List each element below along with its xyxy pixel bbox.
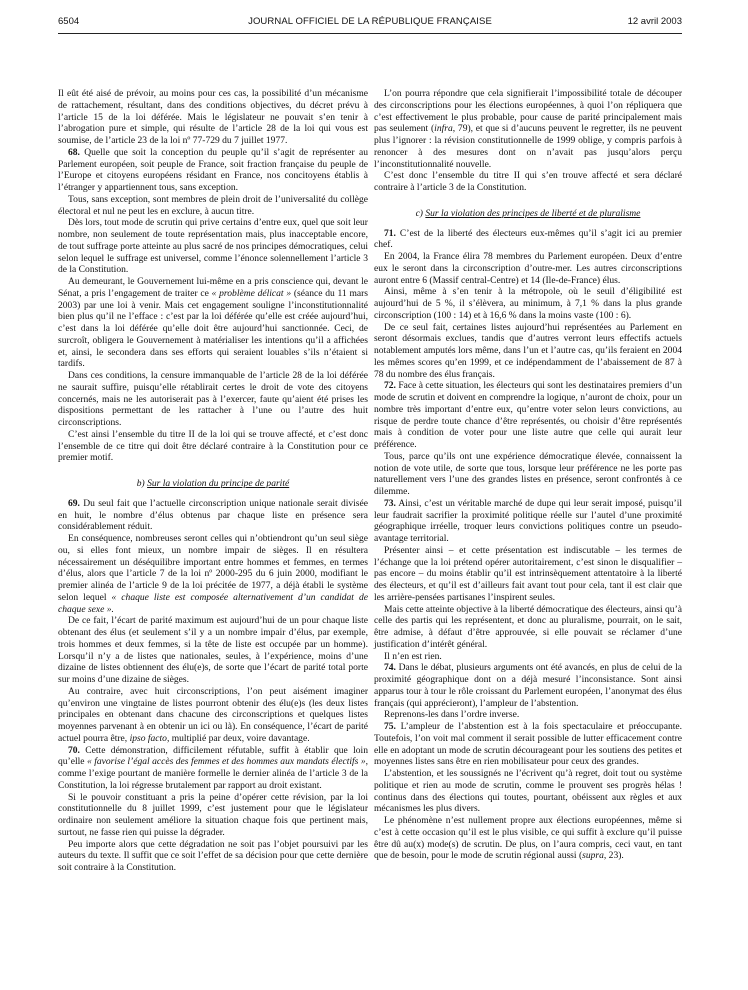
paragraph — [374, 662, 682, 709]
paragraph: De ce fait, l’écart de parité maximum est aujourd’hui de un pour chaque liste obtenant des élus (et seulement s’il y a un nombre impair d’élus, par exemple, trois hommes et deux femmes, si la tête de liste est occupée par un homme). Lorsqu’il n’y a de listes que nationales, seules, à l’expérience, moins d’une dizaine de listes obtiennent des élu(e)s, de sorte que l’écart de parité total porte sur moins d’une dizaine de sièges. — [58, 615, 368, 685]
paragraph-number: 70. — [68, 744, 80, 756]
paragraph — [58, 147, 368, 194]
cross-reference: infra — [434, 123, 453, 135]
paragraph — [374, 88, 682, 170]
paragraph-number: 74. — [384, 662, 396, 674]
paragraph: Mais cette atteinte objective à la liberté démocratique des électeurs, ainsi qu’à celle des partis qui les représentent, et donc au pluralisme, pourrait, on le sait, être admise, à défaut d’être approuvée, si elle pouvait se réclamer d’une justification d’intérêt général. — [374, 603, 682, 650]
paragraph: De ce seul fait, certaines listes aujourd’hui représentées au Parlement en seront désormais exclues, tandis que d’autres verront leurs effectifs actuels notablement amputés lors même, dans l’un et l’autre cas, qu’ils feraient en 2004 les mêmes scores qu’en 1999, et ce indépendamment de l’abaissement de 87 à 78 du nombre des élus français. — [374, 321, 682, 380]
paragraph — [58, 533, 368, 615]
paragraph-text: C’est de la liberté des électeurs eux-mêmes qu’il s’agit ici au premier chef. — [374, 227, 682, 251]
paragraph-text: Au demeurant, le Gouvernement lui-même en a pris conscience qui, devant le Sénat, a pris l’engagement de traiter ce — [58, 276, 368, 299]
paragraph — [58, 498, 368, 533]
paragraph-text: Dans le débat, plusieurs arguments ont été avancés, en plus de celui de la proximité géographique dont on a déjà mesuré l’inconsistance. Sont ainsi apparus tour à tour le rôle croissant du Parlement européen, l’anonymat des élus français (qui apprécieront), l’ampleur de l’abstention. — [374, 662, 682, 709]
paragraph — [374, 228, 682, 252]
paragraph: Si le pouvoir constituant a pris la peine d’opérer cette révision, par la loi constitutionnelle du 8 juillet 1999, c’est justement pour que le législateur ordinaire non seulement améliore la situation chaque fois que pertinent mais, surtout, ne fasse rien qui puisse la dégrader. — [58, 791, 368, 838]
paragraph: Tous, parce qu’ils ont une expérience démocratique élevée, connaissent la notion de vote utile, de sorte que tous, lorsque leur préférence ne les porte pas naturellement vers l’une des grandes listes en présence, seront confrontés à ce dilemme. — [374, 450, 682, 497]
paragraph-text: Quelle que soit la conception du peuple qu’il s’agit de représenter au Parlement européen, soit peuple de France, soit fraction française du peuple de l’Europe et citoyens européens résidant en France, nos concitoyens établis à l’étranger y appartiennent tous, sans exception. — [58, 146, 368, 193]
latin-term: ipso facto — [129, 732, 167, 744]
paragraph-number: 71. — [384, 227, 396, 239]
left-column — [58, 88, 368, 874]
section-title: Sur la violation des principes de liberté et de pluralisme — [425, 207, 641, 219]
paragraph-text: , comme l’exige pourtant de manière formelle le dernier alinéa de l’article 3 de la Constitution, la loi régresse brutalement par rapport au droit existant. — [58, 756, 368, 791]
paragraph-text: Au contraire, avec huit circonscriptions, l’on peut aisément imaginer qu’environ une vingtaine de listes pourront obtenir des élu(e)s (les deux listes principales en obtenant dans chacune des circonscriptions et quelques listes moyennes parvenant à en obtenir un ici ou là). En conséquence, l’écart de parité actuel pourra être, — [58, 685, 368, 744]
paragraph-text: (séance du 11 mars 2003) par une loi à venir. Mais cet engagement souligne l’inconstitutionnalité bien plus qu’il ne l’efface : c’est par la loi déférée qu’elle est créée aujourd’hui, c’est dans la loi déférée qu’elle doit être aujourd’hui sanctionnée. Ceci, de surcroît, obligera le Gouvernement à matérialiser les intentions qu’il a affichées et, ainsi, le secondera dans ses efforts qui seraient louables s’ils n’étaient si tardifs. — [58, 287, 369, 370]
paragraph — [374, 815, 682, 862]
paragraph: Reprenons-les dans l’ordre inverse. — [384, 709, 520, 721]
paragraph — [58, 686, 368, 745]
paragraph — [374, 380, 682, 451]
journal-title: JOURNAL OFFICIEL DE LA RÉPUBLIQUE FRANÇAISE — [248, 16, 492, 27]
right-column — [374, 88, 682, 862]
section-letter: c) — [415, 207, 426, 219]
page-number: 6504 — [58, 16, 80, 27]
header-rule — [58, 33, 682, 34]
paragraph — [58, 745, 368, 792]
section-title: Sur la violation du principe de parité — [147, 478, 290, 489]
paragraph-number: 69. — [68, 497, 80, 509]
issue-date: 12 avril 2003 — [627, 16, 682, 27]
paragraph — [374, 498, 682, 545]
section-heading-b — [58, 478, 368, 490]
page-header — [58, 16, 682, 32]
paragraph-text: , 23). — [603, 850, 624, 862]
paragraph: Ainsi, même à s’en tenir à la métropole, où le seuil d’éligibilité est aujourd’hui de 5 %, il s’élèvera, au minimum, à 7,1 % dans la plus grande circonscription (100 : 14) et à 16,6 % dans la moins vaste (100 : 6). — [374, 286, 682, 321]
paragraph-text: Le phénomène n’est nullement propre aux élections européennes, même si c’est à cette occasion qu’il est le plus visible, ce qui suffit à exclure qu’il puisse être dû au(x) mode(s) de scrutin. De plus, on l’aura compris, ceci vaut, en tant que de besoin, pour le mode de scrutin régional aussi ( — [374, 815, 682, 862]
paragraph: Dans ces conditions, la censure immanquable de l’article 28 de la loi déférée ne saurait suffire, puisqu’elle rétablirait certes le droit de vote des citoyens concernés, mais ne les autoriserait pas à l’exercer, faute qu’aient été prises les dispositions permettant de les rattacher à l’une ou l’autre des huit circonscriptions. — [58, 370, 368, 428]
paragraph-text: Cette démonstration, difficilement réfutable, suffit à établir que loin qu’elle — [58, 744, 368, 768]
paragraph-text: L’on pourra répondre que cela signifierait l’impossibilité totale de découper des circonscriptions pour les élections européennes, à quoi l’on répliquera que c’est effectivement le plus probable, pour cause de parité principalement mais pas seulement ( — [374, 88, 682, 135]
section-letter: b) — [136, 478, 148, 489]
paragraph-number: 68. — [68, 146, 80, 158]
paragraph: L’abstention, et les soussignés ne l’écrivent qu’à regret, doit tout ou système politique et rien au mode de scrutin, comme le prouvent ses progrès hélas ! continus dans des élections qui toutes, pourtant, obéissent aux règles et aux mécanismes les plus divers. — [374, 768, 682, 815]
paragraph-number: 72. — [384, 380, 396, 392]
paragraph: Il n’en est rien. — [384, 650, 442, 662]
paragraph: Il eût été aisé de prévoir, au moins pour ces cas, la possibilité d’un mécanisme de rattachement, résultant, dans des conditions objectives, du décret prévu à l’article 15 de la loi déférée. Mais le législateur ne pouvait s’en tenir à l’abrogation pure et simple, qui résulte de l’article 28 de la loi qui vous est soumise, de l’article 23 de la loi nº 77-729 du 7 juillet 1977. — [58, 88, 368, 146]
section-heading-c — [374, 208, 682, 220]
paragraph-number: 75. — [384, 721, 396, 732]
paragraph: Dès lors, tout mode de scrutin qui prive certains d’entre eux, quel que soit leur nombre, non seulement de toute représentation mais, plus inacceptable encore, de tout suffrage porte atteinte au plus sacré de nos principes démocratiques, celui selon lequel le suffrage est universel, comme l’énonce solennellement l’article 3 de la Constitution. — [58, 217, 368, 276]
paragraph — [374, 721, 682, 768]
paragraph-text: , multiplié par deux, voire davantage. — [166, 732, 310, 744]
paragraph-text: Face à cette situation, les électeurs qui sont les destinataires premiers d’un mode de scrutin et doivent en comprendre la logique, n’auront de choix, pour un nombre très important d’entre eux, qu’entre voter selon leurs convictions, au risque de perdre toute chance d’être représentés, ou choisir d’être représentés mais à condition de voter pour une liste autre que celle qui aurait leur préférence. — [374, 380, 682, 450]
paragraph: Présenter ainsi – et cette présentation est indiscutable – les termes de l’échange que la loi prétend opérer autoritairement, c’est sinon le disqualifier – pas encore – du moins établir qu’il est intrinsèquement attentatoire à la liberté des électeurs, et qu’il est d’ailleurs fait avant tout pour cela, tant il est clair que les arrière-pensées partisanes l’inspirent seules. — [374, 544, 682, 603]
paragraph-text: L’ampleur de l’abstention est à la fois spectaculaire et préoccupante. Toutefois, l’on voit mal comment il serait possible de lutter efficacement contre elle en adoptant un mode de scrutin décourageant pour les soutiens des petites et moyennes listes sans être en rien mobilisateur pour ceux des grandes. — [374, 721, 682, 768]
paragraph-text: Ainsi, c’est un véritable marché de dupe qui leur serait imposé, puisqu’il leur faudrait sacrifier la proximité politique réelle sur l’autel d’une proximité géographique irréelle, troquer leurs convictions politiques contre un pseudo-avantage territorial. — [374, 497, 682, 544]
paragraph-text: En conséquence, nombreuses seront celles qui n’obtiendront qu’un seul siège ou, si elles font mieux, un nombre impair de sièges. Il en résultera nécessairement un déséquilibre important entre hommes et femmes, en termes d’élus, alors que l’article 7 de la loi nº 2000-295 du 6 juin 2000, modifiant le premier alinéa de l’article 9 de la loi précitée de 1977, a déjà établi le système selon lequel — [58, 533, 368, 603]
paragraph: C’est donc l’ensemble du titre II qui s’en trouve affecté et sera déclaré contraire à l’article 3 de la Constitution. — [374, 170, 682, 193]
paragraph-text: Du seul fait que l’actuelle circonscription unique nationale serait divisée en huit, le nombre d’élus obtenus par chaque liste en présence sera considérablement réduit. — [58, 497, 368, 533]
paragraph: En 2004, la France élira 78 membres du Parlement européen. Deux d’entre eux le seront dans la circonscription d’outre-mer. Les autres circonscriptions auront entre 6 (Massif central-Centre) et 14 (Ile-de-France) élus. — [374, 251, 682, 286]
paragraph-number: 73. — [384, 497, 396, 509]
paragraph-text: , 79), et que si d’aucuns peuvent le regretter, ils ne peuvent plus l’ignorer : la révision constitutionnelle de 1999 oblige, y compris parfois à renoncer à des mesures dont on n’avait pas jusqu’alors perçu l’inconstitutionnalité nouvelle. — [374, 123, 682, 170]
cross-reference: supra — [582, 850, 604, 862]
quote: « favorise l’égal accès des femmes et des hommes aux mandats électifs » — [86, 756, 366, 768]
paragraph: C’est ainsi l’ensemble du titre II de la loi qui se trouve affecté, et c’est donc l’ensemble de ce titre qui doit être déclaré contraire à la Constitution pour ce premier motif. — [58, 428, 368, 464]
quote: « problème délicat » — [211, 287, 292, 299]
quote: « chaque liste est composée alternativement d’un candidat de chaque sexe ». — [58, 591, 368, 615]
paragraph — [58, 276, 368, 370]
paragraph: Peu importe alors que cette dégradation ne soit pas l’objet poursuivi par les auteurs du texte. Il suffit que ce soit l’effet de sa décision pour que cette dernière soit contraire à la Constitution. — [58, 838, 368, 873]
paragraph: Tous, sans exception, sont membres de plein droit de l’universalité du collège électoral et nul ne peut les en exclure, à aucun titre. — [58, 193, 368, 217]
